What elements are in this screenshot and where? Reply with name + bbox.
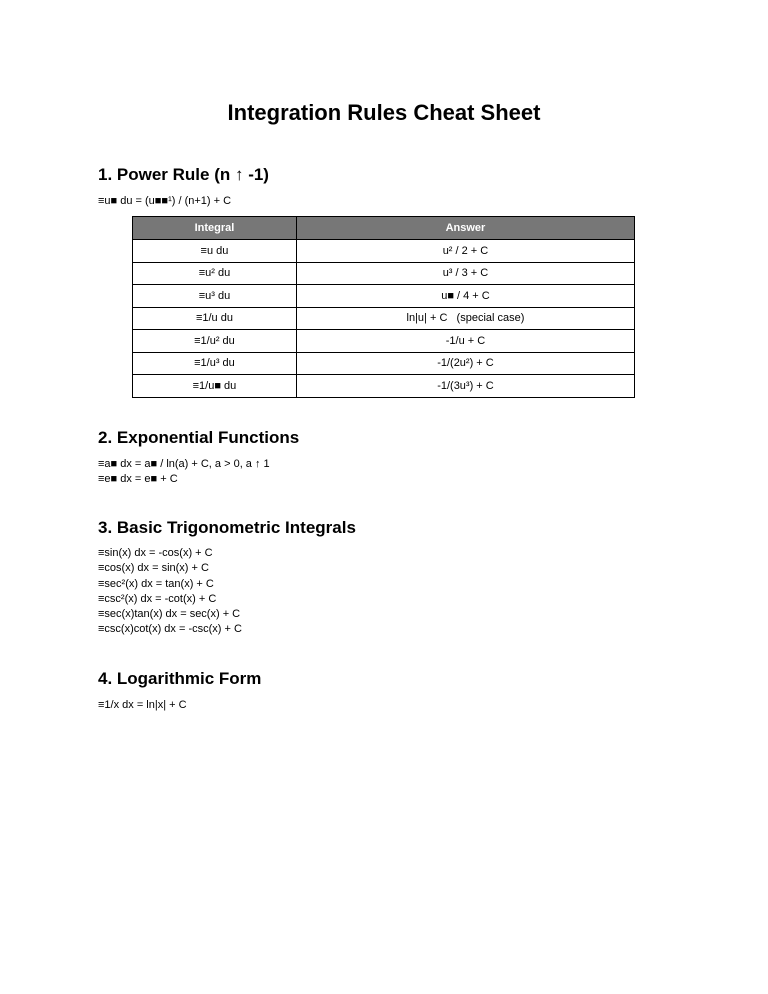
answer-cell: -1/(2u²) + C bbox=[296, 352, 634, 375]
table-header-row bbox=[133, 217, 635, 240]
section-heading-power-rule: 1. Power Rule (n ↑ -1) bbox=[98, 165, 269, 184]
page-title: Integration Rules Cheat Sheet bbox=[227, 100, 541, 125]
answer-cell: u² / 2 + C bbox=[296, 240, 634, 263]
power-rule-table bbox=[132, 216, 635, 398]
table-row bbox=[133, 375, 635, 398]
trigonometric-formulas bbox=[98, 546, 242, 638]
formula-line: ≡sec²(x) dx = tan(x) + C bbox=[98, 577, 214, 590]
answer-cell: -1/(3u³) + C bbox=[296, 375, 634, 398]
formula-line: ≡sin(x) dx = -cos(x) + C bbox=[98, 547, 213, 559]
section-heading-trigonometric: 3. Basic Trigonometric Integrals bbox=[98, 518, 356, 537]
table-row bbox=[133, 330, 635, 353]
answer-cell: -1/u + C bbox=[296, 330, 634, 353]
formula-line: ≡csc(x)cot(x) dx = -csc(x) + C bbox=[98, 623, 242, 636]
table-row bbox=[133, 285, 635, 308]
table-row bbox=[133, 352, 635, 375]
logarithmic-formulas bbox=[98, 698, 187, 713]
answer-cell: ln|u| + C (special case) bbox=[296, 307, 634, 330]
table-row bbox=[133, 262, 635, 285]
table-row bbox=[133, 240, 635, 263]
integral-cell: ≡1/u du bbox=[133, 307, 297, 330]
column-header-integral: Integral bbox=[133, 217, 297, 240]
integral-cell: ≡1/u³ du bbox=[133, 352, 297, 375]
section-heading-logarithmic: 4. Logarithmic Form bbox=[98, 669, 262, 688]
formula-line: ≡e■ dx = e■ + C bbox=[98, 473, 178, 486]
formula-line: ≡1/x dx = ln|x| + C bbox=[98, 699, 187, 711]
integral-cell: ≡u² du bbox=[133, 262, 297, 285]
formula-line: ≡a■ dx = a■ / ln(a) + C, a > 0, a ↑ 1 bbox=[98, 458, 270, 470]
formula-line: ≡cos(x) dx = sin(x) + C bbox=[98, 562, 209, 575]
section-heading-exponential: 2. Exponential Functions bbox=[98, 428, 300, 447]
table-row bbox=[133, 307, 635, 330]
formula-line: ≡sec(x)tan(x) dx = sec(x) + C bbox=[98, 608, 241, 621]
answer-cell: u■ / 4 + C bbox=[296, 285, 634, 308]
column-header-answer: Answer bbox=[296, 217, 634, 240]
formula-line: ≡csc²(x) dx = -cot(x) + C bbox=[98, 592, 217, 605]
integral-cell: ≡1/u² du bbox=[133, 330, 297, 353]
integral-cell: ≡u³ du bbox=[133, 285, 297, 308]
exponential-formulas bbox=[98, 457, 270, 488]
power-rule-formulas bbox=[98, 194, 231, 209]
integral-cell: ≡u du bbox=[133, 240, 297, 263]
formula-line: ≡u■ du = (u■■¹) / (n+1) + C bbox=[98, 195, 232, 207]
answer-cell: u³ / 3 + C bbox=[296, 262, 634, 285]
integral-cell: ≡1/u■ du bbox=[133, 375, 297, 398]
